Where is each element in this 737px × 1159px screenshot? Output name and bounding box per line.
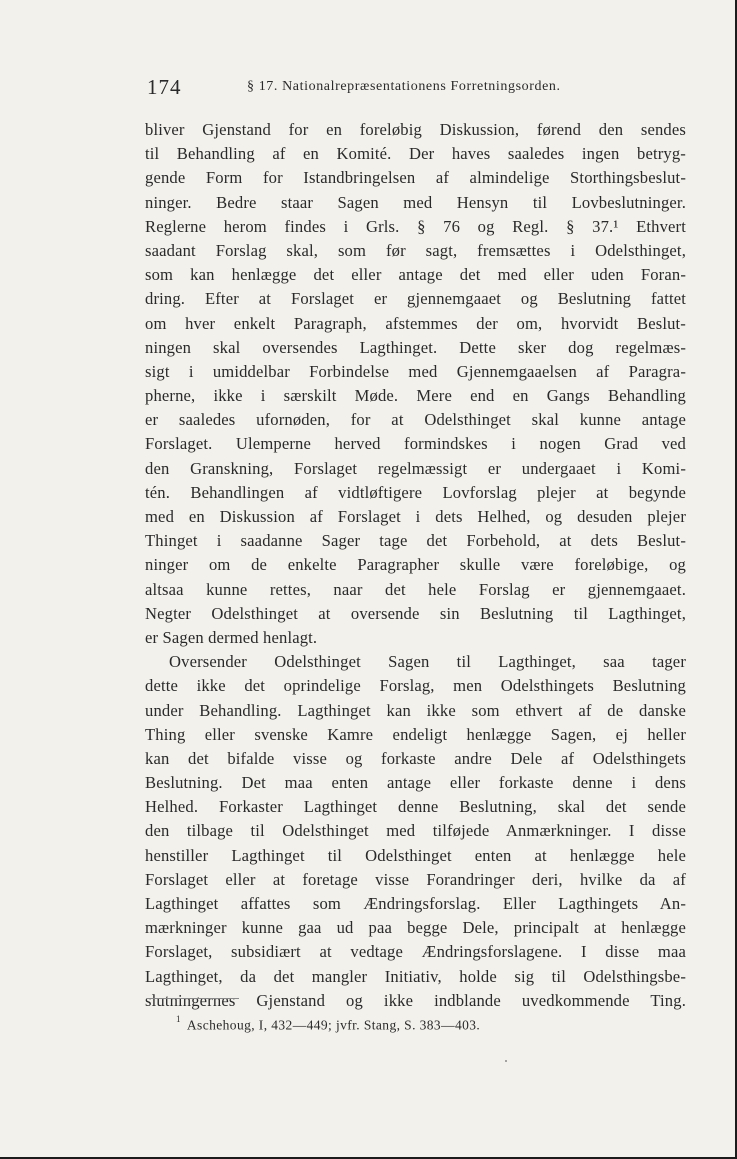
footnote-divider (147, 998, 239, 999)
text-line: Forslaget, subsidiært at vedtage Ændringsforslagene. I disse maa (145, 942, 686, 962)
footnote-marker: 1 (176, 1014, 181, 1024)
text-line: Beslutning. Det maa enten antage eller forkaste denne i dens (145, 773, 686, 793)
text-line: er Sagen dermed henlagt. (145, 627, 318, 647)
text-line: med en Diskussion af Forslaget i dets Helhed, og desuden plejer (145, 507, 686, 526)
text-line: saadant Forslag skal, som før sagt, fremsættes i Odelsthinget, (145, 240, 686, 260)
text-line: Forslaget eller at foretage visse Forandringer deri, hvilke da af (145, 869, 686, 889)
text-line: mærkninger kunne gaa ud paa begge Dele, principalt at henlægge (145, 918, 686, 938)
text-line: Lagthinget affattes som Ændringsforslag. Eller Lagthingets An- (145, 894, 686, 913)
text-line: Lagthinget, da det mangler Initiativ, holde sig til Odelsthingsbe- (145, 966, 686, 986)
text-line: Forslaget. Ulemperne herved formindskes i nogen Grad ved (145, 434, 686, 454)
text-line: pherne, ikke i særskilt Møde. Mere end en Gangs Behandling (145, 386, 686, 406)
text-line: Negter Odelsthinget at oversende sin Beslutning til Lagthinget, (145, 603, 686, 623)
text-line: bliver Gjenstand for en foreløbig Diskussion, førend den sendes (145, 120, 686, 139)
text-line: som kan henlægge det eller antage det med eller uden Foran- (145, 265, 686, 285)
text-line: den tilbage til Odelsthinget med tilføjede Anmærkninger. I disse (145, 821, 686, 841)
text-line: om hver enkelt Paragraph, afstemmes der om, hvorvidt Beslut- (145, 313, 686, 333)
running-head: § 17. Nationalrepræsentationens Forretningsorden. (247, 79, 561, 94)
text-line: slutningernes Gjenstand og ikke indblande uvedkommende Ting. (145, 990, 686, 1010)
text-line: Thing eller svenske Kamre endeligt henlægge Sagen, ej heller (145, 724, 686, 744)
page-header (147, 75, 687, 99)
text-line: henstiller Lagthinget til Odelsthinget enten at henlægge hele (145, 845, 686, 865)
text-line: kan det bifalde visse og forkaste andre Dele af Odelsthingets (145, 748, 686, 768)
text-line: under Behandling. Lagthinget kan ikke som ethvert af de danske (145, 700, 686, 720)
paper-speck (505, 1060, 507, 1062)
body-text (145, 118, 686, 1013)
text-line: den Granskning, Forslaget regelmæssigt er undergaaet i Komi- (145, 458, 686, 478)
text-line: Oversender Odelsthinget Sagen til Lagthinget, saa tager (169, 652, 686, 672)
text-line: til Behandling af en Komité. Der haves saaledes ingen betryg- (145, 144, 686, 164)
text-line: altsaa kunne rettes, naar det hele Forslag er gjennemgaaet. (145, 579, 686, 599)
text-line: Thinget i saadanne Sager tage det Forbehold, at dets Beslut- (145, 531, 686, 551)
text-line: Helhed. Forkaster Lagthinget denne Beslutning, skal det sende (145, 797, 686, 817)
text-line: ningen skal oversendes Lagthinget. Dette sker dog regelmæs- (145, 337, 686, 357)
text-line: dring. Efter at Forslaget er gjennemgaaet og Beslutning fattet (145, 289, 686, 309)
text-line: Reglerne herom findes i Grls. § 76 og Regl. § 37.¹ Ethvert (145, 216, 686, 236)
text-line: gende Form for Istandbringelsen af almindelige Storthingsbeslut- (145, 168, 686, 188)
footnote-text: Aschehoug, I, 432—449; jvfr. Stang, S. 383—403. (186, 1017, 481, 1033)
text-line: dette ikke det oprindelige Forslag, men Odelsthingets Beslutning (145, 676, 686, 696)
text-line: ninger. Bedre staar Sagen med Hensyn til Lovbeslutninger. (145, 192, 686, 212)
text-line: ninger om de enkelte Paragrapher skulle være foreløbige, og (145, 555, 686, 575)
text-line: sigt i umiddelbar Forbindelse med Gjennemgaaelsen af Paragra- (145, 361, 686, 381)
page-number: 174 (147, 75, 182, 99)
footnote (176, 1016, 480, 1034)
text-line: tén. Behandlingen af vidtløftigere Lovforslag plejer at begynde (145, 482, 686, 502)
text-line: er saaledes ufornøden, for at Odelsthinget skal kunne antage (145, 410, 686, 430)
